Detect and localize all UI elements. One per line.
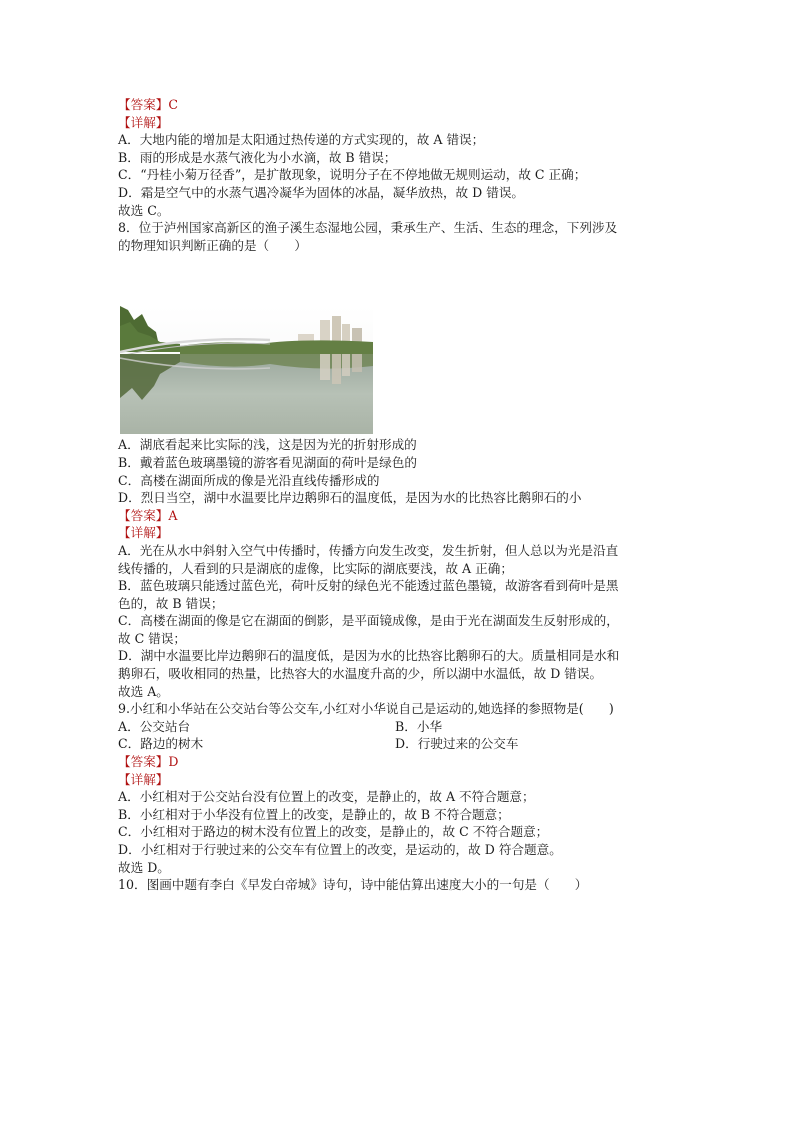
answer-label: 【答案】D (118, 754, 179, 770)
lake-photo-icon (120, 306, 373, 434)
question-8-stem-cont: 的物理知识判断正确的是（ ） (118, 237, 307, 253)
explain-line: C．“丹桂小菊万径香”，是扩散现象，说明分子在不停地做无规则运动，故 C 正确； (118, 167, 587, 183)
explain-line: A．光在从水中斜射入空气中传播时，传播方向发生改变，发生折射，但人总以为光是沿直 (118, 542, 619, 558)
explain-line: B．蓝色玻璃只能透过蓝色光，荷叶反射的绿色光不能透过蓝色墨镜，故游客看到荷叶是黑 (118, 578, 619, 594)
explain-line: 故 C 错误； (118, 630, 187, 646)
question-10-stem: 10．图画中题有李白《早发白帝城》诗句，诗中能估算出速度大小的一句是（ ） (118, 877, 588, 893)
options-row (118, 718, 678, 736)
explain-line: B．小红相对于小华没有位置上的改变，是静止的，故 B 不符合题意； (118, 806, 510, 822)
explain-line: C．小红相对于路边的树木没有位置上的改变，是静止的，故 C 不符合题意； (118, 824, 549, 840)
explain-line: A．大地内能的增加是太阳通过热传递的方式实现的，故 A 错误； (118, 132, 485, 148)
answer-label: 【答案】C (118, 97, 179, 112)
explain-line: D．霜是空气中的水蒸气遇冷凝华为固体的冰晶，凝华放热，故 D 错误。 (118, 184, 525, 200)
explain-line: A．小红相对于公交站台没有位置上的改变，是静止的，故 A 不符合题意； (118, 789, 535, 805)
answer-label: 【答案】A (118, 507, 178, 523)
option-d: D．烈日当空，湖中水温要比岸边鹅卵石的温度低，是因为水的比热容比鹅卵石的小 (118, 490, 582, 506)
explain-line: 故选 D。 (118, 859, 170, 875)
explain-label: 【详解】 (118, 114, 169, 130)
spacer (118, 254, 678, 306)
option-c: C．路边的树木 (118, 736, 204, 752)
option-a: A．公交站台 (118, 718, 191, 734)
explain-line: D．小红相对于行驶过来的公交车有位置上的改变，是运动的，故 D 符合题意。 (118, 842, 562, 857)
question-8-stem: 8．位于泸州国家高新区的渔子溪生态湿地公园，秉承生产、生活、生态的理念，下列涉及 (118, 220, 618, 236)
option-b: B．小华 (395, 718, 443, 734)
explain-line: 鹅卵石，吸收相同的热量，比热容大的水温度升高的少，所以湖中水温低，故 D 错误。 (118, 666, 603, 682)
option-a: A．湖底看起来比实际的浅，这是因为光的折射形成的 (118, 437, 417, 453)
explain-line: C．高楼在湖面的像是它在湖面的倒影，是平面镜成像，是由于光在湖面发生反射形成的， (118, 613, 619, 629)
explain-line: B．雨的形成是水蒸气液化为小水滴，故 B 错误； (118, 149, 397, 165)
option-b: B．戴着蓝色玻璃墨镜的游客看见湖面的荷叶是绿色的 (118, 454, 417, 470)
explain-label: 【详解】 (118, 771, 169, 787)
options-row (118, 735, 678, 753)
explain-line: 色的，故 B 错误； (118, 595, 224, 611)
option-c: C．高楼在湖面所成的像是光沿直线传播形成的 (118, 472, 380, 488)
option-d: D．行驶过来的公交车 (395, 736, 519, 752)
explain-line: D．湖中水温要比岸边鹅卵石的温度低，是因为水的比热容比鹅卵石的大。质量相同是水和 (118, 648, 620, 664)
explain-line: 故选 A。 (118, 683, 169, 699)
explain-line: 故选 C。 (118, 202, 170, 218)
explain-label: 【详解】 (118, 525, 169, 541)
explain-line: 线传播的，人看到的只是湖底的虚像，比实际的湖底要浅，故 A 正确； (118, 560, 513, 576)
question-9-stem: 9.小红和小华站在公交站台等公交车,小红对小华说自己是运动的,她选择的参照物是( ) (118, 701, 614, 717)
document-page (118, 96, 678, 894)
